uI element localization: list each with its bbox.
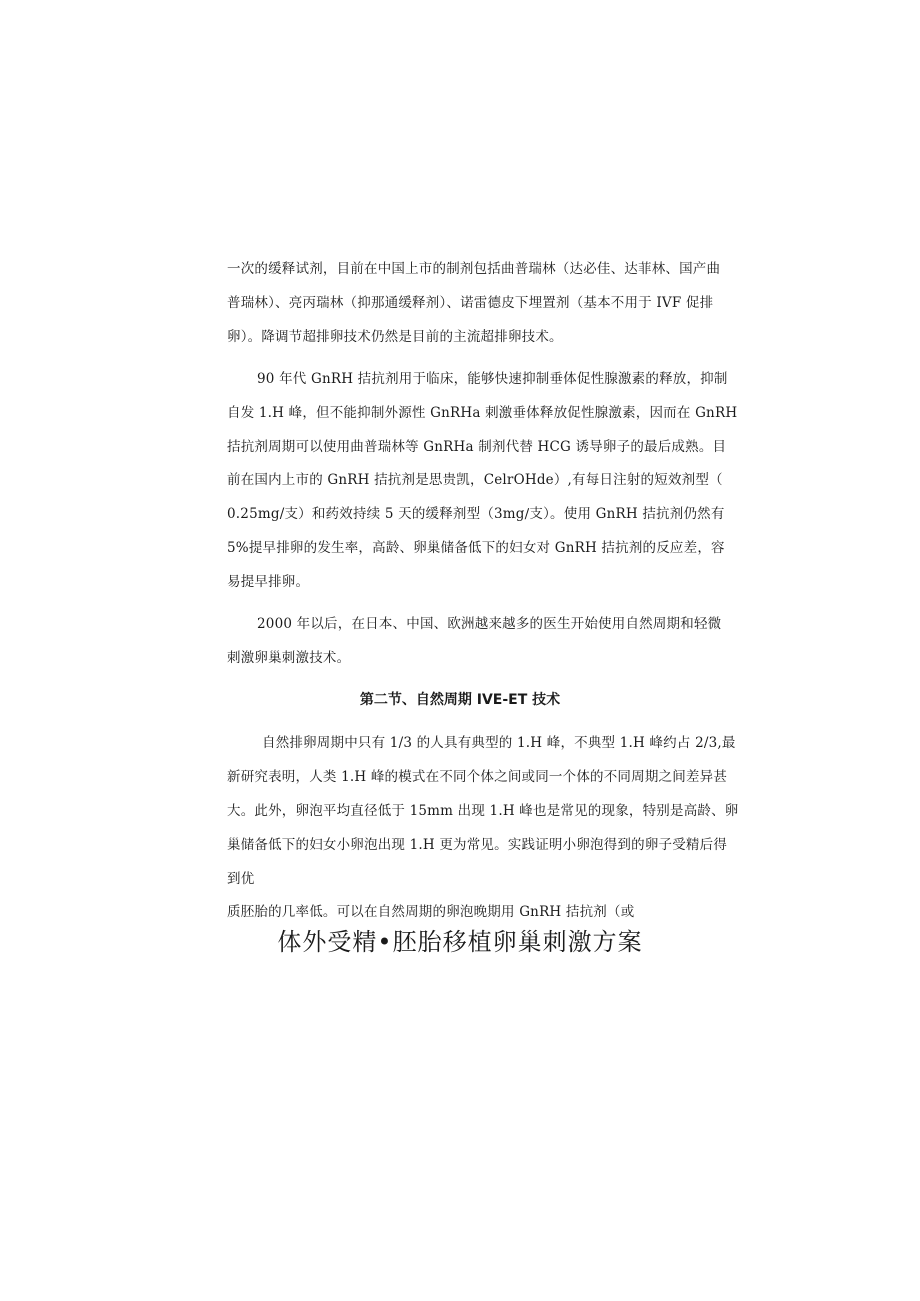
paragraph-line: 前在国内上市的 GnRH 拮抗剂是思贵凯，CelrOHde）,有每日注射的短效剂型（ [227, 472, 723, 488]
paragraph-line: 巢储备低下的妇女小卵泡出现 1.H 更为常见。实践证明小卵泡得到的卵子受精后得 [227, 837, 728, 853]
document-title: 体外受精•胚胎移植卵巢刺激方案 [277, 928, 643, 956]
paragraph-line: 自发 1.H 峰，但不能抑制外源性 GnRHa 刺激垂体释放促性腺激素，因而在 GnRH [227, 405, 738, 421]
paragraph-line: 卵）。降调节超排卵技术仍然是目前的主流超排卵技术。 [227, 329, 563, 345]
paragraph-line: 90 年代 GnRH 拮抗剂用于临床，能够快速抑制垂体促性腺激素的释放，抑制 [257, 371, 728, 387]
paragraph-line: 质胚胎的几率低。可以在自然周期的卵泡晚期用 GnRH 拮抗剂（或 [227, 904, 635, 920]
paragraph-line: 0.25mg/支）和药效持续 5 天的缓释剂型（3mg∕支）。使用 GnRH 拮抗剂仍然有 [227, 506, 725, 522]
paragraph-line: 自然排卵周期中只有 1/3 的人具有典型的 1.H 峰，不典型 1.H 峰约占 2/3,最 [262, 735, 736, 751]
paragraph-line: 一次的缓释试剂，目前在中国上市的制剂包括曲普瑞林（达必佳、达菲林、国产曲 [227, 261, 721, 277]
paragraph-line: 2000 年以后，在日本、中国、欧洲越来越多的医生开始使用自然周期和轻微 [257, 616, 722, 632]
paragraph-line: 普瑞林）、亮丙瑞林（抑那通缓释剂）、诺雷德皮下埋置剂（基本不用于 IVF 促排 [227, 295, 714, 311]
paragraph-line: 拮抗剂周期可以使用曲普瑞林等 GnRHa 制剂代替 HCG 诱导卵子的最后成熟。目 [227, 439, 727, 455]
paragraph-line: 刺激卵巢刺激技术。 [227, 650, 351, 666]
paragraph-line: 5%提早排卵的发生率，高龄、卵巢储备低下的妇女对 GnRH 拮抗剂的反应差，容 [227, 540, 725, 556]
paragraph-line: 新研究表明，人类 1.H 峰的模式在不同个体之间或同一个体的不同周期之间差异甚 [227, 769, 728, 785]
section-heading: 第二节、自然周期 IVE-ET 技术 [359, 692, 561, 708]
paragraph-line: 大。此外，卵泡平均直径低于 15mm 出现 1.H 峰也是常见的现象，特别是高龄、卵 [227, 803, 739, 819]
paragraph-line: 易提早排卵。 [227, 574, 310, 590]
paragraph-line: 到优 [227, 871, 255, 887]
